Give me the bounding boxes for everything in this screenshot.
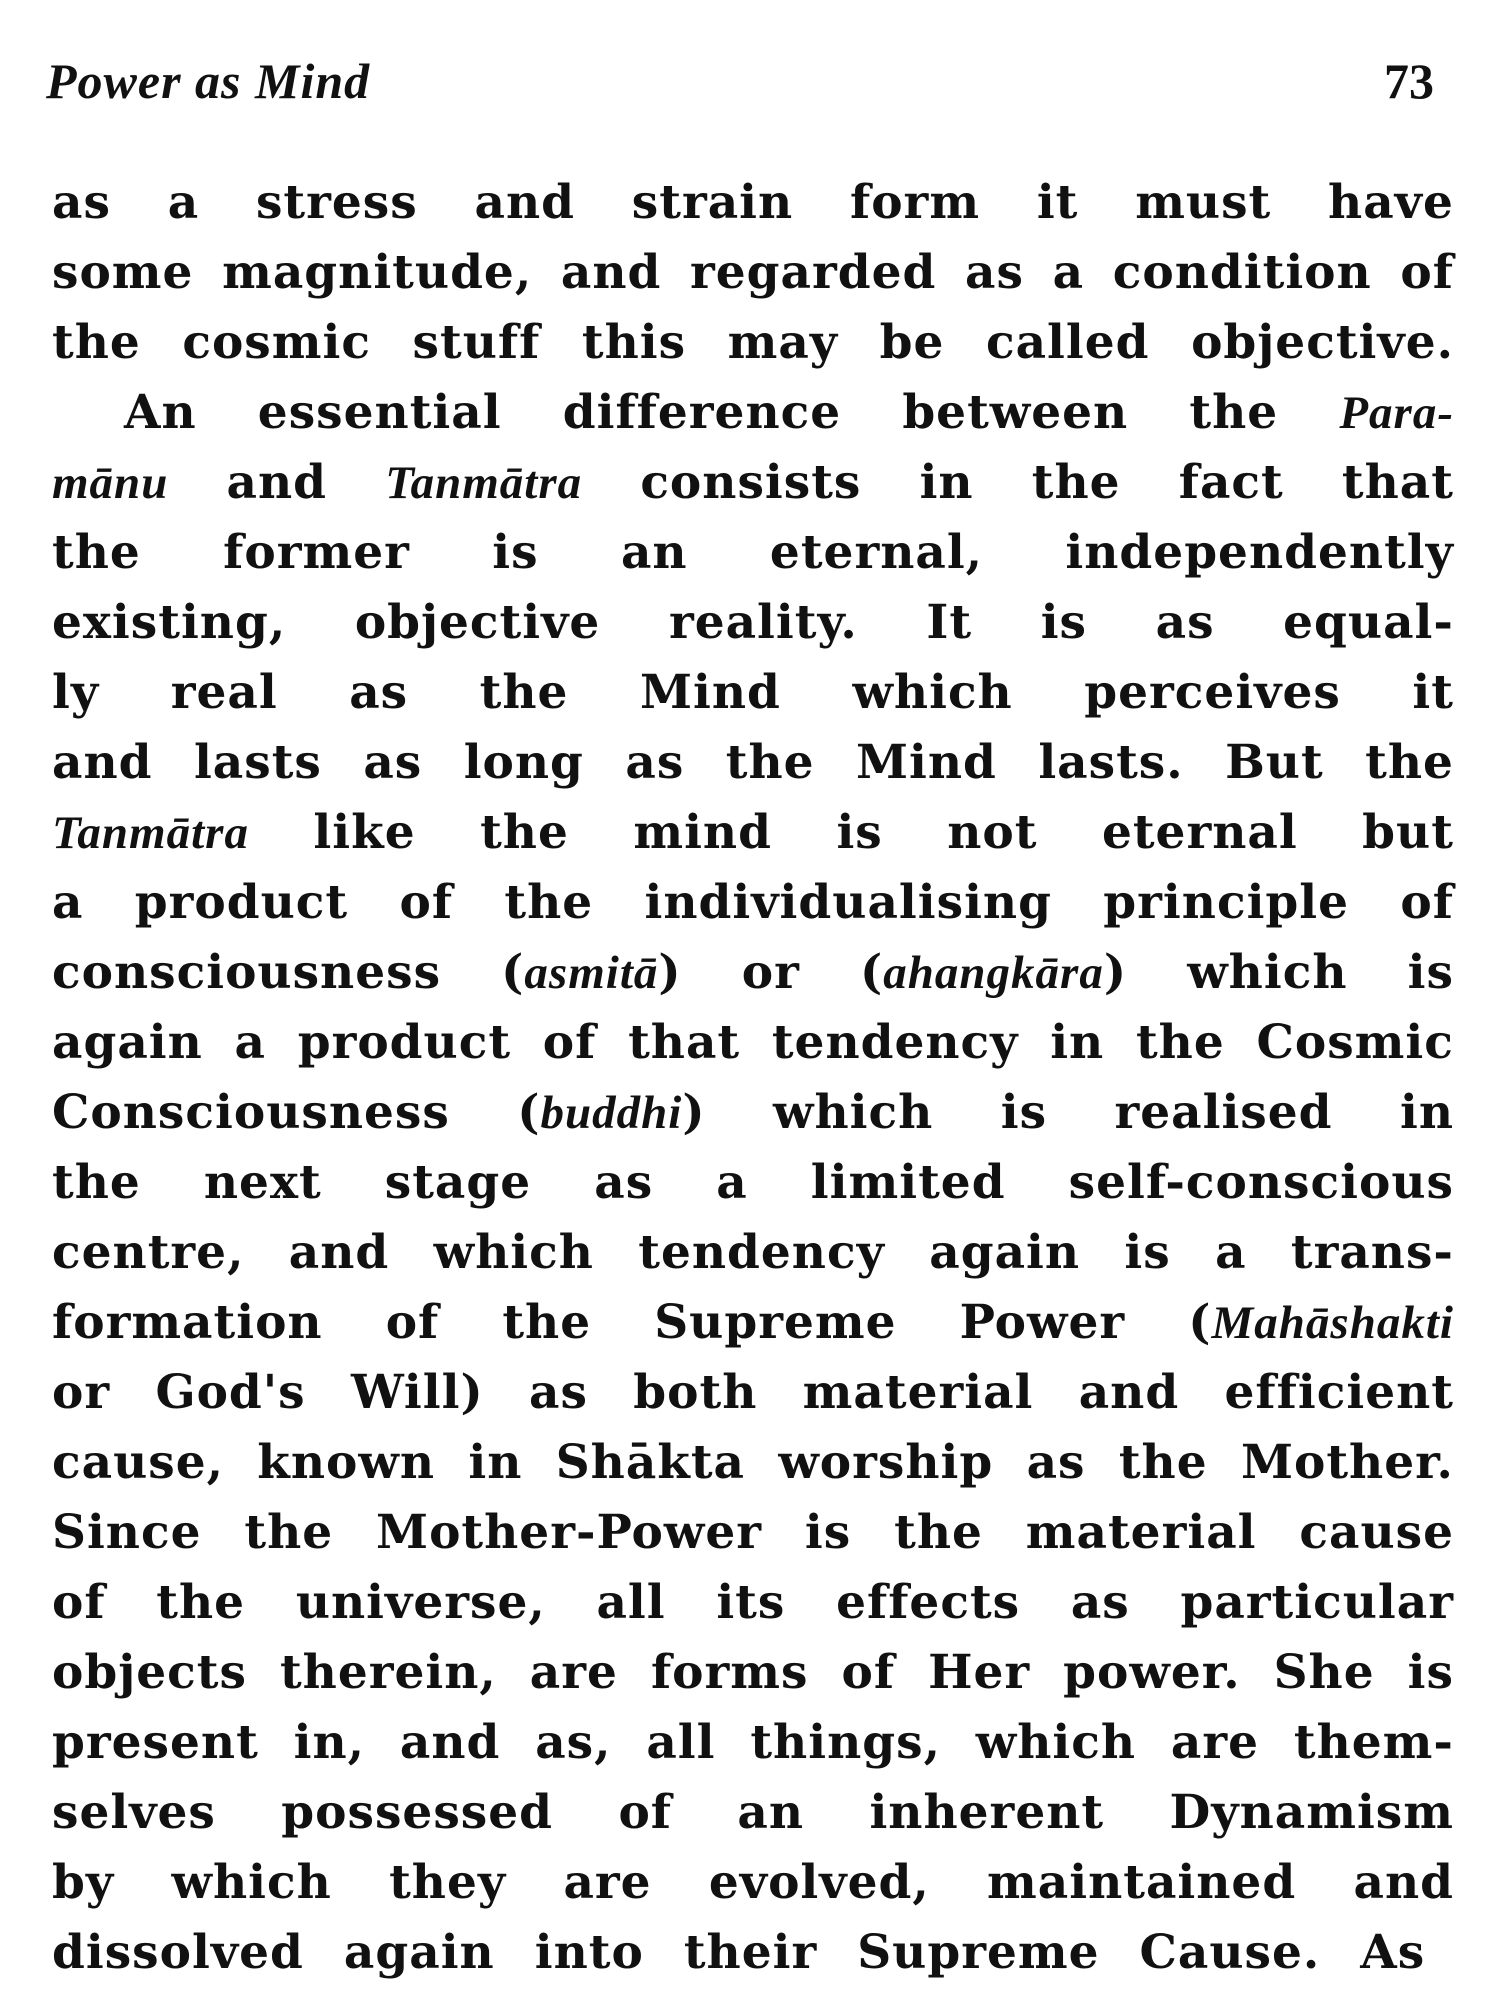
word: by — [52, 1855, 115, 1910]
word: must — [1135, 175, 1272, 230]
word: mānu — [52, 457, 169, 509]
word: consciousness — [52, 945, 442, 1000]
word: is — [804, 1505, 852, 1560]
word: may — [727, 315, 839, 370]
word: the — [1365, 735, 1454, 790]
word: Supreme — [857, 1925, 1100, 1980]
word: of — [1400, 875, 1454, 930]
word: As — [1360, 1925, 1426, 1980]
word: eternal, — [769, 525, 984, 580]
word: tendency — [638, 1225, 885, 1280]
word: the — [1118, 1435, 1208, 1490]
word: the — [244, 1505, 334, 1560]
word: An — [124, 385, 197, 440]
word: trans- — [1290, 1225, 1454, 1280]
text-line — [52, 1008, 1454, 1078]
word: that — [628, 1015, 741, 1070]
word: Her — [928, 1645, 1031, 1700]
text-line — [52, 1358, 1454, 1428]
word: them- — [1293, 1715, 1454, 1770]
word: or — [52, 1365, 111, 1420]
text-line — [52, 1848, 1454, 1918]
word: objective. — [1191, 315, 1454, 370]
word: it — [1412, 665, 1454, 720]
word: in — [1399, 1085, 1454, 1140]
text-line — [52, 238, 1454, 308]
word: all — [596, 1575, 666, 1630]
word: Mother-Power — [376, 1505, 763, 1560]
word: lasts. — [1038, 735, 1184, 790]
text-line — [52, 448, 1454, 518]
word: but — [1362, 805, 1454, 860]
word: a — [1215, 1225, 1247, 1280]
word: the — [1189, 385, 1279, 440]
word: cosmic — [182, 315, 371, 370]
word: principle — [1103, 875, 1350, 930]
word: (asmitā) — [501, 945, 682, 1000]
word: their — [683, 1925, 818, 1980]
word: and — [288, 1225, 390, 1280]
text-line — [52, 308, 1454, 378]
text-line — [52, 1218, 1454, 1288]
running-head — [46, 52, 1446, 112]
word: eternal — [1101, 805, 1298, 860]
word: possessed — [281, 1785, 554, 1840]
word: of — [841, 1645, 896, 1700]
word: maintained — [987, 1855, 1297, 1910]
word: ly — [52, 665, 100, 720]
word: product — [297, 1015, 512, 1070]
text-line — [52, 938, 1454, 1008]
word: of — [399, 875, 454, 930]
word: next — [203, 1155, 322, 1210]
word: the — [479, 665, 569, 720]
word: mind — [633, 805, 772, 860]
word: condition — [1112, 245, 1372, 300]
word: as — [349, 665, 409, 720]
word: former — [223, 525, 410, 580]
word: which — [975, 1715, 1137, 1770]
word: like — [313, 805, 416, 860]
word: are — [1170, 1715, 1260, 1770]
word: Cosmic — [1256, 1015, 1454, 1070]
word: as — [363, 735, 423, 790]
word: of — [618, 1785, 673, 1840]
word: tendency — [771, 1015, 1019, 1070]
word: the — [502, 1295, 592, 1350]
word: effects — [836, 1575, 1021, 1630]
word: of — [385, 1295, 440, 1350]
word: as — [529, 1365, 588, 1420]
word: which — [773, 1085, 934, 1140]
word: the — [52, 525, 141, 580]
word: have — [1328, 175, 1454, 230]
text-line — [52, 1148, 1454, 1218]
text-line — [52, 868, 1454, 938]
text-line — [52, 1778, 1454, 1848]
word: particular — [1180, 1575, 1454, 1630]
word: material — [1025, 1505, 1257, 1560]
word: of — [52, 1575, 106, 1630]
word: again — [52, 1015, 203, 1070]
word: Since — [52, 1505, 202, 1560]
text-line — [52, 518, 1454, 588]
word: which — [171, 1855, 332, 1910]
word: as — [965, 245, 1024, 300]
word: in — [919, 455, 974, 510]
word: realised — [1114, 1085, 1333, 1140]
running-title: Power as Mind — [46, 53, 371, 109]
word: Mother. — [1240, 1435, 1454, 1490]
word: Cause. — [1139, 1925, 1321, 1980]
text-line — [52, 658, 1454, 728]
word: efficient — [1224, 1365, 1454, 1420]
word: form — [849, 175, 981, 230]
word: Consciousness — [52, 1085, 450, 1140]
text-line — [52, 798, 1454, 868]
word: inherent — [869, 1785, 1105, 1840]
word: and — [1078, 1365, 1180, 1420]
word: Will) — [350, 1365, 484, 1420]
word: the — [504, 875, 594, 930]
text-line — [52, 1078, 1454, 1148]
word: as — [594, 1155, 654, 1210]
text-line — [52, 728, 1454, 798]
word: stage — [384, 1155, 532, 1210]
word: Shākta — [555, 1435, 745, 1490]
word: again — [929, 1225, 1081, 1280]
word: in — [468, 1435, 523, 1490]
word: cause — [1299, 1505, 1454, 1560]
word: power. — [1063, 1645, 1241, 1700]
word: She — [1273, 1645, 1375, 1700]
word: which — [433, 1225, 594, 1280]
word: is — [1407, 1645, 1454, 1700]
word: regarded — [690, 245, 937, 300]
word: a — [1052, 245, 1085, 300]
word: and — [474, 175, 575, 230]
word: long — [463, 735, 584, 790]
word: dissolved — [52, 1925, 304, 1980]
word: that — [1341, 455, 1454, 510]
word: lasts — [193, 735, 322, 790]
word: difference — [562, 385, 842, 440]
word: again — [343, 1925, 495, 1980]
word: perceives — [1084, 665, 1341, 720]
word: of — [542, 1015, 597, 1070]
text-line — [52, 1428, 1454, 1498]
word: Para- — [1339, 387, 1454, 439]
word: between — [902, 385, 1129, 440]
word: real — [170, 665, 278, 720]
word: the — [480, 805, 569, 860]
word: the — [52, 315, 141, 370]
word: things, — [750, 1715, 941, 1770]
word: as — [1155, 595, 1215, 650]
word: the — [894, 1505, 983, 1560]
word: centre, — [52, 1225, 245, 1280]
word: a — [234, 1015, 266, 1070]
word: Mind — [855, 735, 997, 790]
word: stress — [255, 175, 418, 230]
text-line — [52, 168, 1454, 238]
word: material — [802, 1365, 1034, 1420]
text-line — [52, 1288, 1454, 1358]
word: as — [625, 735, 685, 790]
page-number: 73 — [1384, 53, 1434, 109]
word: in — [1050, 1015, 1105, 1070]
word: a — [716, 1155, 748, 1210]
word: strain — [631, 175, 794, 230]
word: are — [529, 1645, 618, 1700]
word: and — [560, 245, 662, 300]
word: is — [1040, 595, 1088, 650]
word: into — [534, 1925, 644, 1980]
word: It — [926, 595, 973, 650]
word: an — [737, 1785, 805, 1840]
word: a — [167, 175, 200, 230]
word: is — [1124, 1225, 1171, 1280]
word: is — [1407, 945, 1454, 1000]
word: formation — [52, 1295, 323, 1350]
word: cause, — [52, 1435, 224, 1490]
word: Mind — [640, 665, 781, 720]
word: in, — [293, 1715, 366, 1770]
word: Dynamism — [1169, 1785, 1454, 1840]
word: and — [1353, 1855, 1454, 1910]
word: Tanmātra — [385, 457, 583, 509]
word: selves — [52, 1785, 216, 1840]
word: objects — [52, 1645, 247, 1700]
word: which — [852, 665, 1013, 720]
word: consists — [640, 455, 862, 510]
word: the — [1031, 455, 1121, 510]
word: and — [226, 455, 328, 510]
word: fact — [1178, 455, 1284, 510]
word: is — [836, 805, 883, 860]
word: present — [52, 1715, 259, 1770]
word: the — [156, 1575, 246, 1630]
word: are — [563, 1855, 652, 1910]
text-line — [52, 1638, 1454, 1708]
word: individualising — [644, 875, 1052, 930]
word: the — [1135, 1015, 1225, 1070]
text-line — [52, 1918, 1454, 1988]
text-line — [52, 378, 1454, 448]
word: be — [879, 315, 945, 370]
word: known — [257, 1435, 436, 1490]
word: which — [1187, 945, 1348, 1000]
word: product — [134, 875, 349, 930]
word: worship — [778, 1435, 994, 1490]
word: its — [716, 1575, 786, 1630]
word: this — [581, 315, 687, 370]
word: self-conscious — [1068, 1155, 1454, 1210]
word: Supreme — [654, 1295, 897, 1350]
word: (buddhi) — [517, 1085, 706, 1140]
word: objective — [354, 595, 601, 650]
word: as, — [535, 1715, 612, 1770]
word: evolved, — [708, 1855, 930, 1910]
word: it — [1036, 175, 1079, 230]
word: the — [725, 735, 815, 790]
text-line — [52, 1568, 1454, 1638]
word: the — [52, 1155, 141, 1210]
word: stuff — [412, 315, 541, 370]
word: therein, — [279, 1645, 497, 1700]
word: or — [741, 945, 800, 1000]
word: forms — [650, 1645, 809, 1700]
word: magnitude, — [222, 245, 533, 300]
word: some — [52, 245, 194, 300]
body-text — [52, 168, 1454, 1988]
word: an — [620, 525, 688, 580]
word: (ahangkāra) — [860, 945, 1128, 1000]
word: equal- — [1283, 595, 1454, 650]
word: But — [1225, 735, 1324, 790]
word: (Mahāshakti — [1188, 1295, 1454, 1350]
word: God's — [155, 1365, 306, 1420]
word: they — [389, 1855, 507, 1910]
word: as — [1026, 1435, 1086, 1490]
text-line — [52, 1708, 1454, 1778]
word: a — [52, 875, 84, 930]
word: not — [947, 805, 1038, 860]
word: is — [1000, 1085, 1048, 1140]
word: as — [1070, 1575, 1130, 1630]
word: existing, — [52, 595, 287, 650]
word: reality. — [668, 595, 858, 650]
word: and — [399, 1715, 501, 1770]
word: called — [985, 315, 1150, 370]
word: essential — [257, 385, 502, 440]
text-line — [52, 1498, 1454, 1568]
word: all — [646, 1715, 716, 1770]
word: of — [1400, 245, 1454, 300]
word: Power — [959, 1295, 1126, 1350]
word: and — [52, 735, 153, 790]
text-line — [52, 588, 1454, 658]
word: independently — [1065, 525, 1454, 580]
word: Tanmātra — [52, 807, 249, 859]
word: universe, — [295, 1575, 546, 1630]
word: as — [52, 175, 111, 230]
word: is — [492, 525, 539, 580]
word: both — [633, 1365, 758, 1420]
word: limited — [810, 1155, 1006, 1210]
